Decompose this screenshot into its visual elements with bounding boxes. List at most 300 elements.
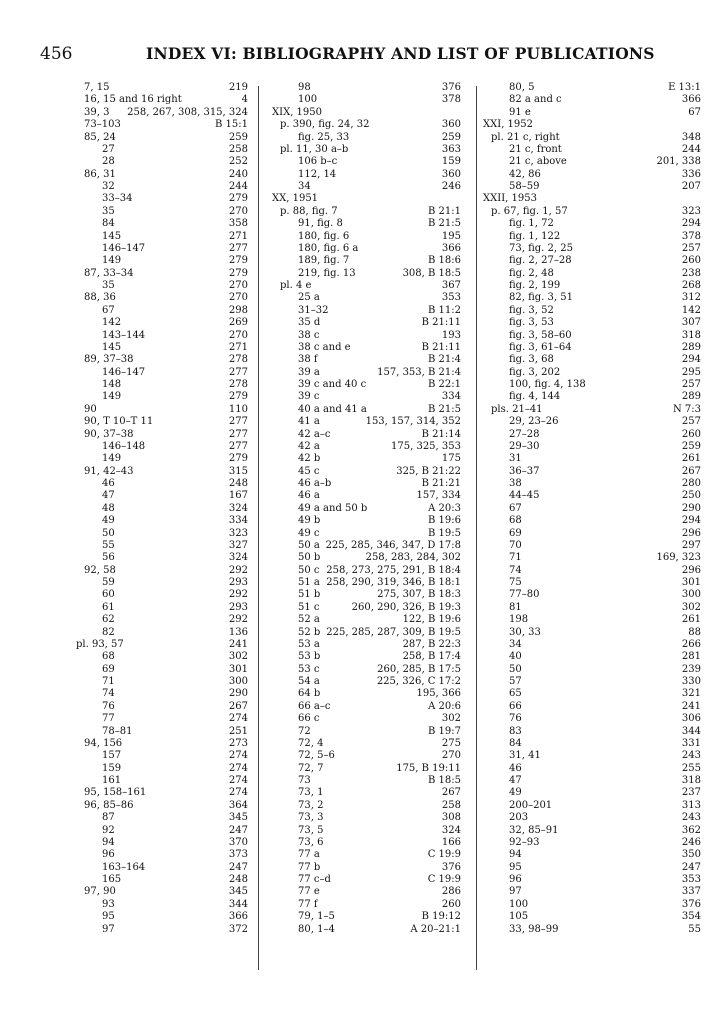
entry-reference: 112, 14 (298, 168, 337, 180)
entry-pages: 277 (228, 366, 248, 378)
index-entry (272, 911, 461, 923)
entry-pages: B 19:7 (428, 725, 461, 737)
entry-pages: 244 (681, 143, 701, 155)
entry-reference: 165 (102, 874, 122, 885)
entry-pages: 308, B 18:5 (402, 267, 461, 279)
index-entry (76, 886, 248, 898)
entry-pages: 260 (441, 898, 461, 910)
entry-pages: 331 (681, 737, 701, 749)
entry-reference: 148 (102, 379, 122, 390)
entry-pages: 270 (228, 280, 248, 291)
entry-pages: B 19:5 (428, 527, 461, 539)
entry-reference: 79, 1–5 (298, 911, 335, 923)
entry-reference: 161 (102, 775, 122, 786)
entry-pages: 378 (441, 94, 461, 106)
index-entry (483, 750, 701, 762)
entry-pages: 246 (681, 836, 701, 848)
entry-pages: 353 (441, 292, 461, 304)
entry-pages: 273 (228, 737, 248, 749)
index-entry (76, 144, 248, 156)
index-entry (483, 664, 701, 676)
index-entry (272, 330, 461, 342)
index-entry (483, 144, 701, 156)
index-entry (76, 119, 248, 131)
entry-reference: 142 (102, 317, 122, 329)
entry-reference: 21 c, front (509, 143, 562, 155)
entry-pages: 247 (681, 861, 701, 873)
entry-reference: 41 a (298, 416, 320, 428)
index-entry (483, 218, 701, 230)
entry-reference: 93 (102, 898, 115, 910)
index-entry (272, 317, 461, 329)
index-entry (483, 292, 701, 304)
entry-pages: B 19:12 (421, 911, 461, 923)
entry-reference: 39, 3 (84, 106, 110, 118)
entry-pages: 327 (228, 539, 248, 551)
index-entry (483, 404, 701, 416)
index-entry (483, 713, 701, 725)
index-entry (483, 268, 701, 280)
index-entry (272, 589, 461, 601)
index-entry (483, 503, 701, 515)
entry-pages: 88 (688, 626, 701, 638)
entry-reference: XX, 1951 (272, 193, 319, 205)
index-entry (483, 466, 701, 478)
index-entry (76, 664, 248, 676)
entry-pages: 295 (681, 366, 701, 378)
entry-pages: 157, 353, B 21:4 (377, 366, 461, 378)
entry-reference: 72, 5–6 (298, 750, 335, 762)
index-entry (272, 664, 461, 676)
entry-pages: 67 (688, 106, 701, 118)
entry-reference: 91 e (509, 106, 531, 118)
entry-pages: 259 (228, 131, 248, 143)
entry-reference: 66 (509, 700, 522, 712)
entry-reference: fig. 1, 122 (509, 230, 561, 242)
entry-pages: 302 (681, 601, 701, 613)
index-entry (272, 169, 461, 181)
index-entry (76, 726, 248, 738)
index-entry (76, 738, 248, 750)
entry-pages: 370 (228, 836, 248, 848)
index-entry (483, 305, 701, 317)
entry-reference: 50 (102, 527, 115, 539)
entry-pages: 278 (228, 354, 248, 366)
entry-reference: 98 (298, 82, 311, 93)
entry-reference: 31–32 (298, 304, 329, 316)
entry-pages: 289 (681, 391, 701, 403)
entry-reference: 83 (509, 725, 522, 737)
entry-reference: 39 c (298, 391, 320, 403)
index-entry (272, 132, 461, 144)
entry-reference: 49 a and 50 b (298, 502, 368, 514)
entry-pages: 241 (681, 700, 701, 712)
index-entry (483, 132, 701, 144)
index-entry (272, 429, 461, 441)
entry-pages: 266 (681, 638, 701, 650)
entry-pages: 247 (228, 824, 248, 836)
entry-reference: fig. 4, 144 (509, 391, 561, 403)
entry-pages: 337 (681, 886, 701, 898)
index-entry (483, 911, 701, 923)
entry-pages: 300 (228, 676, 248, 687)
index-entry (76, 515, 248, 527)
entry-reference: 73, fig. 2, 25 (509, 242, 573, 254)
entry-pages: 207 (681, 181, 701, 192)
entry-reference: 50 (509, 663, 522, 675)
index-entry (272, 825, 461, 837)
index-entry (272, 342, 461, 354)
entry-pages: 362 (681, 824, 701, 836)
index-entry (483, 107, 701, 119)
entry-pages: 376 (441, 861, 461, 873)
entry-reference: 64 b (298, 688, 321, 700)
index-entry (76, 354, 248, 366)
entry-pages: 274 (228, 775, 248, 786)
entry-pages: 298 (228, 304, 248, 316)
entry-pages: 225, 285, 346, 347, D 17:8 (325, 539, 461, 551)
index-entry (272, 107, 461, 119)
index-entry (76, 775, 248, 787)
index-entry (76, 812, 248, 824)
index-entry (483, 701, 701, 713)
entry-pages: 345 (228, 812, 248, 824)
index-entry (483, 243, 701, 255)
entry-pages: 363 (441, 143, 461, 155)
entry-reference: 95 (509, 861, 522, 873)
index-entry (272, 243, 461, 255)
entry-reference: 52 a (298, 614, 320, 626)
entry-pages: 270 (228, 329, 248, 341)
entry-reference: 71 (509, 552, 522, 564)
index-entry (272, 119, 461, 131)
entry-reference: pl. 11, 30 a–b (280, 143, 349, 155)
entry-reference: 100, fig. 4, 138 (509, 379, 586, 390)
index-entry (76, 453, 248, 465)
entry-reference: 149 (102, 391, 122, 403)
entry-reference: fig. 3, 61–64 (509, 341, 572, 353)
entry-reference: 146–147 (102, 366, 146, 378)
entry-pages: 367 (441, 280, 461, 291)
entry-reference: 51 b (298, 589, 321, 601)
entry-reference: 200–201 (509, 799, 553, 811)
index-entry (272, 738, 461, 750)
entry-pages: 376 (681, 898, 701, 910)
entry-reference: 72, 4 (298, 737, 324, 749)
entry-pages: 175 (441, 453, 461, 465)
index-entry (272, 787, 461, 799)
entry-pages: 277 (228, 440, 248, 452)
index-entry (483, 627, 701, 639)
index-entry (483, 924, 701, 936)
entry-reference: 46 (509, 762, 522, 774)
entry-reference: 42, 86 (509, 168, 541, 180)
index-entry (483, 787, 701, 799)
index-entry (76, 639, 248, 651)
entry-pages: 270 (228, 205, 248, 217)
index-entry (272, 367, 461, 379)
entry-reference: p. 88, fig. 7 (280, 205, 338, 217)
entry-pages: 258, 273, 275, 291, B 18:4 (326, 564, 461, 576)
index-entry (272, 404, 461, 416)
entry-reference: 78–81 (102, 725, 133, 737)
entry-pages: 55 (688, 923, 701, 935)
entry-reference: 61 (102, 601, 115, 613)
index-entry (483, 317, 701, 329)
index-entry (76, 899, 248, 911)
index-entry (76, 82, 248, 94)
entry-reference: 25 a (298, 292, 320, 304)
index-entry (483, 206, 701, 218)
entry-reference: 59 (102, 577, 115, 588)
page-number: 456 (40, 44, 73, 64)
entry-pages: B 21:4 (428, 354, 461, 366)
index-entry (272, 82, 461, 94)
entry-pages: 360 (441, 168, 461, 180)
entry-pages: 238 (681, 267, 701, 279)
entry-reference: 35 d (298, 317, 321, 329)
index-entry (272, 886, 461, 898)
entry-reference: 51 c (298, 601, 320, 613)
entry-reference: 77 e (298, 886, 320, 898)
entry-reference: 81 (509, 601, 522, 613)
index-entry (483, 589, 701, 601)
entry-pages: 268 (681, 280, 701, 291)
index-entry (272, 453, 461, 465)
index-entry (272, 490, 461, 502)
entry-reference: 97 (509, 886, 522, 898)
index-column-1 (76, 82, 248, 936)
entry-reference: 82, fig. 3, 51 (509, 292, 573, 304)
entry-reference: 180, fig. 6 (298, 230, 350, 242)
entry-reference: 91, 42–43 (84, 465, 134, 477)
entry-pages: 293 (228, 601, 248, 613)
entry-reference: 146–147 (102, 242, 146, 254)
entry-reference: 46 a (298, 490, 320, 502)
index-entry (76, 552, 248, 564)
entry-reference: 31, 41 (509, 750, 541, 762)
entry-reference: 38 c and e (298, 341, 351, 353)
entry-reference: 69 (509, 527, 522, 539)
index-entry (76, 466, 248, 478)
entry-reference: 49 (509, 787, 522, 799)
entry-pages: 366 (681, 94, 701, 106)
index-entry (76, 528, 248, 540)
entry-pages: 271 (228, 341, 248, 353)
entry-reference: 91, fig. 8 (298, 218, 343, 230)
entry-reference: 94 (102, 836, 115, 848)
entry-reference: 146–148 (102, 440, 146, 452)
index-entry (272, 688, 461, 700)
entry-reference: 32 (102, 181, 115, 192)
entry-pages: 296 (681, 564, 701, 576)
index-entry (272, 218, 461, 230)
index-entry (76, 713, 248, 725)
entry-pages: 175, 325, 353 (391, 440, 461, 452)
index-entry (483, 82, 701, 94)
index-entry (272, 231, 461, 243)
entry-reference: 47 (102, 490, 115, 502)
entry-pages: 358 (228, 218, 248, 230)
entry-reference: 53 b (298, 651, 321, 663)
entry-reference: fig. 3, 53 (509, 317, 554, 329)
entry-pages: 278 (228, 379, 248, 390)
index-entry (272, 614, 461, 626)
entry-pages: 167 (228, 490, 248, 502)
entry-reference: XXI, 1952 (483, 119, 533, 131)
entry-reference: 39 a (298, 366, 320, 378)
entry-reference: 38 (509, 478, 522, 489)
entry-pages: 324 (441, 824, 461, 836)
entry-reference: 84 (102, 218, 115, 230)
entry-reference: 92–93 (509, 836, 540, 848)
index-entry (483, 738, 701, 750)
entry-reference: 100 (509, 898, 529, 910)
index-entry (272, 899, 461, 911)
index-entry (483, 763, 701, 775)
entry-reference: pls. 21–41 (491, 403, 543, 415)
entry-reference: 90 (84, 403, 97, 415)
entry-reference: 46 a–b (298, 478, 332, 489)
entry-pages: C 19:9 (427, 874, 461, 885)
entry-reference: fig. 3, 202 (509, 366, 561, 378)
entry-pages: 261 (681, 614, 701, 626)
index-entry (483, 577, 701, 589)
index-entry (272, 540, 461, 552)
index-entry (483, 515, 701, 527)
entry-pages: 279 (228, 391, 248, 403)
entry-pages: B 11:2 (428, 304, 461, 316)
index-entry (272, 528, 461, 540)
entry-pages: 313 (681, 799, 701, 811)
entry-reference: 42 b (298, 453, 321, 465)
entry-reference: fig. 1, 72 (509, 218, 554, 230)
entry-reference: 76 (509, 713, 522, 725)
entry-reference: 38 f (298, 354, 318, 366)
entry-reference: 143–144 (102, 329, 146, 341)
entry-reference: 35 (102, 280, 115, 291)
entry-pages: 353 (681, 874, 701, 885)
entry-pages: B 21:14 (421, 428, 461, 440)
entry-pages: 110 (228, 403, 248, 415)
index-entry (76, 589, 248, 601)
entry-pages: B 21:11 (421, 317, 461, 329)
entry-pages: 240 (228, 168, 248, 180)
entry-pages: 258, B 17:4 (402, 651, 461, 663)
entry-reference: 219, fig. 13 (298, 267, 356, 279)
index-entry (76, 156, 248, 168)
index-entry (76, 911, 248, 923)
running-head-title: INDEX VI: BIBLIOGRAPHY AND LIST OF PUBLICATIONS (146, 44, 655, 63)
entry-reference: 95, 158–161 (84, 787, 147, 799)
entry-pages: A 20:6 (428, 700, 461, 712)
entry-reference: 50 a (298, 539, 320, 551)
entry-reference: 40 (509, 651, 522, 663)
entry-pages: 169, 323 (656, 552, 701, 564)
index-entry (76, 540, 248, 552)
entry-reference: 89, 37–38 (84, 354, 134, 366)
entry-reference: 52 b (298, 626, 321, 638)
entry-pages: 248 (228, 874, 248, 885)
entry-pages: 318 (681, 329, 701, 341)
entry-reference: 77 a (298, 849, 320, 861)
entry-pages: 307 (681, 317, 701, 329)
entry-pages: 312 (681, 292, 701, 304)
index-entry (76, 391, 248, 403)
entry-reference: 163–164 (102, 861, 146, 873)
entry-pages: 364 (228, 799, 248, 811)
entry-reference: 76 (102, 700, 115, 712)
index-entry (483, 169, 701, 181)
entry-pages: 274 (228, 750, 248, 762)
index-entry (483, 181, 701, 193)
index-entry (272, 503, 461, 515)
column-divider (476, 86, 477, 970)
index-entry (272, 837, 461, 849)
index-entry (272, 763, 461, 775)
entry-pages: 321 (681, 688, 701, 700)
entry-reference: 149 (102, 255, 122, 267)
entry-pages: 244 (228, 181, 248, 192)
index-entry (272, 639, 461, 651)
entry-pages: 366 (441, 242, 461, 254)
entry-pages: 348 (681, 131, 701, 143)
index-entry (272, 676, 461, 688)
index-entry (272, 466, 461, 478)
entry-pages: 293 (228, 577, 248, 588)
entry-pages: A 20:3 (428, 502, 461, 514)
entry-pages: 308 (441, 812, 461, 824)
entry-reference: 32, 85–91 (509, 824, 559, 836)
index-column-3 (483, 82, 701, 936)
entry-reference: 149 (102, 453, 122, 465)
entry-pages: 259 (441, 131, 461, 143)
index-entry (272, 577, 461, 589)
entry-reference: 58–59 (509, 181, 540, 192)
index-entry (483, 812, 701, 824)
entry-pages: 274 (228, 787, 248, 799)
entry-reference: 45 c (298, 465, 320, 477)
entry-reference: 34 (509, 638, 522, 650)
index-entry (76, 193, 248, 205)
entry-reference: 92, 58 (84, 564, 116, 576)
entry-reference: 47 (509, 775, 522, 786)
entry-reference: 67 (509, 502, 522, 514)
entry-pages: 306 (681, 713, 701, 725)
entry-pages: 142 (681, 304, 701, 316)
entry-pages: 279 (228, 193, 248, 205)
entry-pages: 259 (681, 440, 701, 452)
entry-pages: 345 (228, 886, 248, 898)
index-entry (483, 688, 701, 700)
entry-reference: 88, 36 (84, 292, 116, 304)
index-entry (483, 602, 701, 614)
entry-reference: 145 (102, 230, 122, 242)
entry-reference: fig. 3, 52 (509, 304, 554, 316)
index-entry (272, 713, 461, 725)
entry-reference: 77 f (298, 898, 318, 910)
index-entry (272, 305, 461, 317)
index-entry (76, 862, 248, 874)
entry-pages: 193 (441, 329, 461, 341)
index-entry (76, 379, 248, 391)
index-entry (483, 342, 701, 354)
entry-pages: 237 (681, 787, 701, 799)
index-entry (483, 156, 701, 168)
index-entry (76, 268, 248, 280)
entry-reference: XXII, 1953 (483, 193, 537, 205)
entry-pages: 269 (228, 317, 248, 329)
